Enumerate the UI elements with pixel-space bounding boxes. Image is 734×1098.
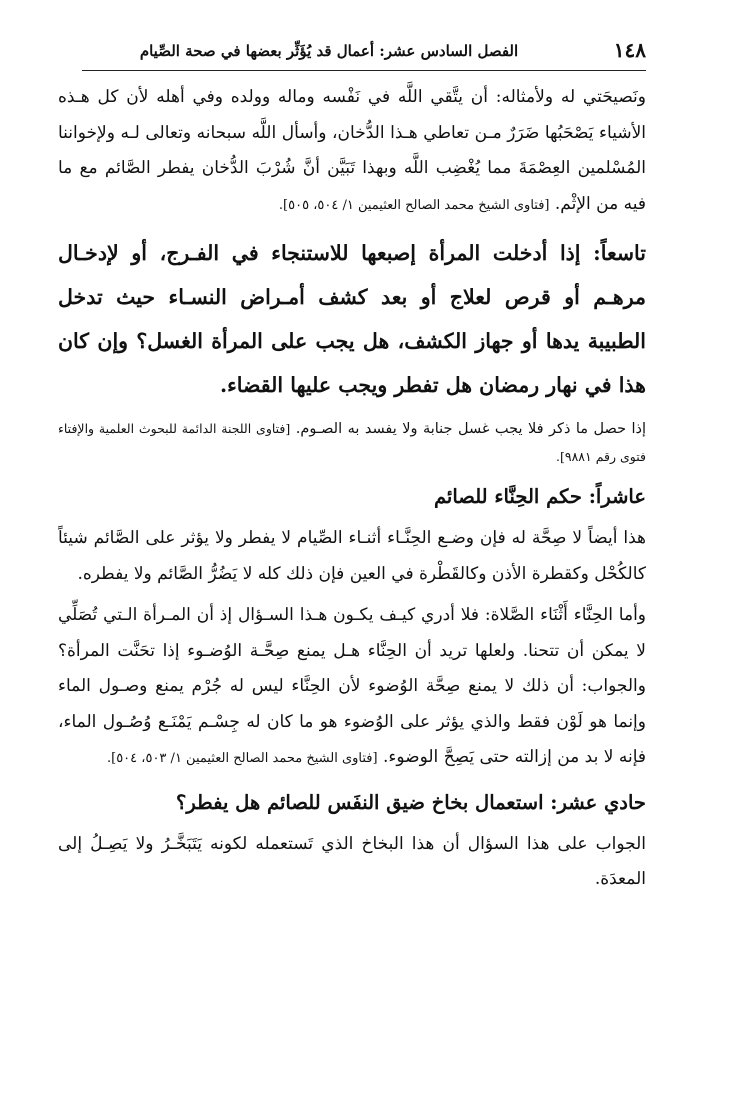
- paragraph-henna-fasting: هذا أيضاً لا صِحَّة له فإن وضـع الحِنَّـاء أثنـاء الصِّيام لا يفطر ولا يؤثر على الصَّائم شيئاً كالكُحْل وكقطرة الأذن وكالقَطْرة في العين فإن ذلك كله لا يَضُرُّ الصَّائم ولا يفطره.: [58, 528, 646, 584]
- page-number: ١٤٨: [613, 38, 646, 62]
- heading-eleventh: حادي عشر: استعمال بخاخ ضيق النفَس للصائم هل يفطر؟: [176, 790, 646, 814]
- fatwa-reference: [فتاوى الشيخ محمد الصالح العثيمين ١/ ٥٠٤، ٥٠٥].: [278, 197, 550, 213]
- paragraph-advice: [58, 80, 646, 223]
- paragraph-text: وأما الحِنَّاء أَثْنَاء الصَّلاة: فلا أدري كيـف يكـون هـذا السـؤال إذ أن المـرأة الـتي تُصَلِّي لا يمكن أن تتحنا. ولعلها تريد أن الحِنَّاء هـل يمنع صِحَّـة الوُضـوء إذا تحَنَّت المرأة؟ والجواب: أن ذلك لا يمنع صِحَّة الوُضوء لأن الحِنَّاء ليس له جُرْم يمنع وصـول الماء وإنما هو لَوْن فقط والذي يؤثر على الوُضوء هو ما كان له جِسْـم يَمْنَـع وُصُـول الماء، فإنه لا بد من إزالته حتى يَصِحَّ الوضوء.: [58, 605, 646, 767]
- answer-text: إذا حصل ما ذكر فلا يجب غسل جنابة ولا يفسد به الصـوم.: [295, 421, 647, 437]
- running-title: الفصل السادس عشر: أعمال قد يُؤَثِّر بعضها في صحة الصِّيام: [139, 42, 519, 60]
- answer-ninth: [58, 415, 646, 471]
- fatwa-reference: [فتاوى اللجنة الدائمة للبحوث العلمية والإفتاء فتوى رقم ٩٨٨١].: [58, 421, 646, 464]
- question-ninth: تاسعاً: إذا أدخلت المرأة إصبعها للاستنجاء في الفـرج، أو لإدخـال مرهـم أو قرص لعلاج أو بعد كشف أمـراض النسـاء حيث تدخل الطبيبة يدها أو جهاز الكشف، هل يجب على المرأة الغسل؟ وإن كان هذا في نهار رمضان هل تفطر ويجب عليها القضاء.: [58, 241, 646, 397]
- paragraph-text: ونَصيحَتي له ولأمثاله: أن يتَّقي اللَّه في نَفْسه وماله وولده وفي أهله لأن كل هـذه الأشياء يَصْحَبُها ضَرَرٌ مـن تعاطي هـذا الدُّخان، وأسأل اللَّه سبحانه وتعالى لـه ولإخواننا المُسْلمين العِصْمَةَ مما يُغْضِب اللَّه وبهذا تَبَيَّن أنَّ شُرْبَ الدُّخان يفطر الصَّائم مع ما فيه من الإثْم.: [58, 87, 646, 214]
- page-header: [82, 34, 646, 71]
- fatwa-reference: [فتاوى الشيخ محمد الصالح العثيمين ١/ ٥٠٣، ٥٠٤].: [106, 751, 378, 766]
- paragraph-henna-prayer: [58, 598, 646, 777]
- paragraph-inhaler: الجواب على هذا السؤال أن هذا البخاخ الذي تَستعمله لكونه يَتَبَخَّـرُ ولا يَصِـلُ إلى المعدَة.: [58, 833, 646, 889]
- heading-tenth: عاشراً: حكم الحِنَّاء للصائم: [433, 485, 646, 508]
- page-body: [58, 80, 646, 898]
